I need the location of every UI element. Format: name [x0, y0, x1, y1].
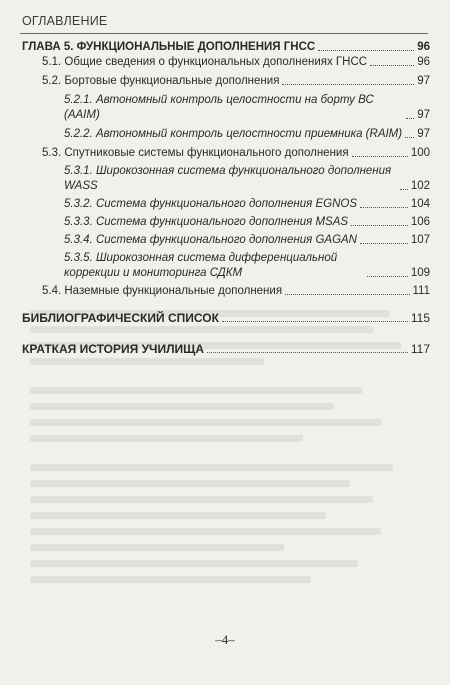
dot-leader [318, 50, 414, 51]
toc-entry-5-3-2 [22, 197, 430, 212]
toc-title: 5.1. Общие сведения о функциональных дополнениях ГНСС [42, 56, 368, 68]
toc-entry-5-3-3 [22, 215, 430, 230]
dot-leader [367, 276, 408, 277]
dot-leader [405, 137, 414, 138]
dot-leader [360, 207, 408, 208]
toc-entry-history [22, 342, 430, 357]
toc-entry-5-4 [22, 284, 430, 299]
dot-leader [400, 189, 408, 190]
toc-entry-bibliography [22, 311, 430, 326]
dot-leader [370, 65, 414, 66]
toc-entry-chapter-5 [22, 40, 430, 55]
toc-entry-5-3-5 [22, 251, 430, 281]
toc-page: 100 [410, 147, 430, 159]
toc-title: 5.3.4. Система функционального дополнения GAGAN [64, 234, 357, 246]
dot-leader [222, 321, 408, 322]
dot-leader [351, 225, 408, 226]
dot-leader [360, 243, 408, 244]
dot-leader [406, 118, 414, 119]
header-rule [20, 33, 428, 34]
toc-page: 115 [410, 311, 430, 325]
toc-title: 5.3.5. Широкозонная система дифференциальной коррекции и мониторинга СДКМ [64, 252, 338, 279]
toc-title: 5.3.3. Система функционального дополнения MSAS [64, 216, 349, 228]
dot-leader [207, 352, 408, 353]
toc-page: 97 [417, 109, 430, 121]
toc-page: 102 [410, 180, 430, 192]
toc-page: 97 [417, 128, 430, 140]
toc-title: 5.3.1. Широкозонная система функционального дополнения WASS [64, 165, 392, 192]
toc-page: 96 [417, 41, 430, 53]
page-number: –4– [215, 632, 235, 647]
toc-title: 5.2.2. Автономный контроль целостности приемника (RAIM) [64, 128, 403, 140]
toc-entry-5-3-4 [22, 233, 430, 248]
dot-leader [352, 156, 408, 157]
toc-page: 96 [417, 56, 430, 68]
toc-title: 5.3.2. Система функционального дополнения EGNOS [64, 198, 357, 210]
dot-leader [282, 84, 414, 85]
toc-title: 5.4. Наземные функциональные дополнения [42, 285, 283, 297]
toc-page: 117 [410, 342, 430, 356]
toc-title: 5.2. Бортовые функциональные дополнения [42, 75, 280, 87]
toc-entry-5-1 [22, 55, 430, 70]
toc-entry-5-3-1 [22, 164, 430, 194]
toc-page: 109 [410, 267, 430, 279]
toc-entry-5-2-2 [22, 127, 430, 142]
toc-entry-5-2 [22, 74, 430, 89]
table-of-contents [22, 38, 430, 357]
toc-page: 97 [417, 75, 430, 87]
toc-page: 111 [412, 285, 430, 297]
toc-title: БИБЛИОГРАФИЧЕСКИЙ СПИСОК [22, 311, 219, 325]
toc-entry-5-2-1 [22, 93, 430, 123]
dot-leader [285, 294, 409, 295]
running-header: ОГЛАВЛЕНИЕ [22, 14, 108, 28]
toc-entry-5-3 [22, 146, 430, 161]
toc-title: 5.3. Спутниковые системы функционального дополнения [42, 147, 349, 159]
toc-title: 5.2.1. Автономный контроль целостности на борту ВС (AAIM) [64, 94, 374, 121]
toc-page: 107 [410, 234, 430, 246]
toc-title: КРАТКАЯ ИСТОРИЯ УЧИЛИЩА [22, 342, 205, 356]
toc-title: ГЛАВА 5. ФУНКЦИОНАЛЬНЫЕ ДОПОЛНЕНИЯ ГНСС [22, 41, 316, 53]
toc-page: 106 [410, 216, 430, 228]
toc-page: 104 [410, 198, 430, 210]
